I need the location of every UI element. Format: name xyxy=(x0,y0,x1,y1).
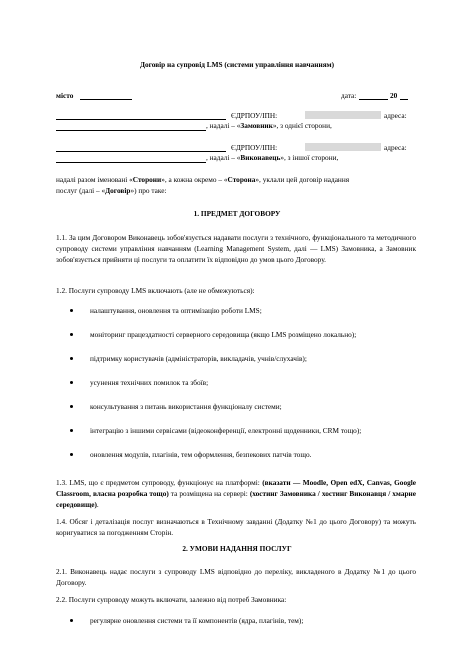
bullet xyxy=(70,333,73,336)
customer-address-label: адреса: xyxy=(384,111,407,120)
bullet xyxy=(70,619,73,622)
customer-edrpou-label: ЄДРПОУ/ІПН: xyxy=(231,111,278,120)
customer-suffix-post: », з однієї сторони, xyxy=(272,121,332,130)
intro-parties: Сторони xyxy=(132,175,162,184)
contractor-edrpou-field[interactable] xyxy=(305,143,381,151)
platform-placeholder: (вказати — Moodle, Open edX, Canvas, Google Classroom, власна розробка тощо) xyxy=(56,478,417,498)
intro-contract: Договір xyxy=(105,186,131,195)
clause-2-2: 2.2. Послуги супроводу можуть включати, залежно від потреб Замовника: xyxy=(56,595,287,604)
clause-1-4: 1.4. Обсяг і деталізація послуг визначаються в Технічному завданні (Додатку №1 до цього Договору) та можуть коригуватися за погодженням Сторін. xyxy=(56,517,416,537)
document-title: Договір на супровід LMS (системи управління навчанням) xyxy=(139,60,335,69)
contractor-suffix-pre: , надалі – « xyxy=(206,153,241,162)
year-blank[interactable] xyxy=(400,92,408,100)
customer-role: Замовник xyxy=(240,121,273,130)
list1-item: інтеграцію з іншими сервісами (відеоконференції, електронні щоденники, CRM тощо); xyxy=(90,426,362,435)
bullet xyxy=(70,429,73,432)
bullet xyxy=(70,309,73,312)
contractor-role: Виконавець xyxy=(240,153,281,162)
intro-party: Сторона xyxy=(227,175,256,184)
contractor-address-label: адреса: xyxy=(384,143,407,152)
intro-line-2 xyxy=(56,185,167,196)
section-1-heading: 1. ПРЕДМЕТ ДОГОВОРУ xyxy=(193,209,281,218)
intro-text: послуг (далі – « xyxy=(56,186,106,195)
city-label: місто xyxy=(56,91,74,100)
customer-address-blank[interactable] xyxy=(56,123,206,131)
bullet xyxy=(70,381,73,384)
intro-text: надалі разом іменовані « xyxy=(56,175,133,184)
list1-item: налаштування, оновлення та оптимізацію роботи LMS; xyxy=(90,306,262,315)
clause-1-1: 1.1. За цим Договором Виконавець зобов'язується надавати послуги з технічного, функціонального та методичного супроводу системи управління навчанням (Learning Management System, далі — LMS) Замовника, а Замовник зобов'язується прийняти ці послуги та оплатити їх відповідно до умов цього Договору. xyxy=(56,233,416,264)
clause-text: . xyxy=(96,500,99,509)
intro-text: », уклали цей договір надання xyxy=(255,175,350,184)
list1-item: консультування з питань використання функціоналу системи; xyxy=(90,402,282,411)
clause-text: та розміщена на сервері: xyxy=(168,489,250,498)
bullet xyxy=(70,453,73,456)
contractor-address-blank[interactable] xyxy=(56,155,206,163)
bullet xyxy=(70,405,73,408)
customer-role-line xyxy=(206,120,332,131)
contractor-edrpou-label: ЄДРПОУ/ІПН: xyxy=(231,143,278,152)
list1-item: усунення технічних помилок та збоїв; xyxy=(90,378,209,387)
hosting-placeholder: (хостинг Замовника / хостинг Виконавця / хмарне середовище) xyxy=(56,489,416,509)
contractor-suffix-post: », з іншої сторони, xyxy=(280,153,339,162)
customer-edrpou-field[interactable] xyxy=(305,111,381,119)
section-2-heading: 2. УМОВИ НАДАННЯ ПОСЛУГ xyxy=(182,544,292,553)
customer-suffix-pre: , надалі – « xyxy=(206,121,241,130)
list1-item: моніторинг працездатності серверного середовища (якщо LMS розміщено локально); xyxy=(90,330,357,339)
list1-item: оновлення модулів, плагінів, тем оформлення, безпекових патчів тощо. xyxy=(90,450,312,459)
intro-text: », а кожна окремо – « xyxy=(161,175,228,184)
clause-1-2: 1.2. Послуги супроводу LMS включають (але не обмежуються): xyxy=(56,286,255,295)
clause-text: 1.3. LMS, що є предметом супроводу, функціонує на платформі: xyxy=(56,478,263,487)
date-blank[interactable] xyxy=(359,92,388,100)
intro-text: ») про таке: xyxy=(130,186,167,195)
contractor-name-blank[interactable] xyxy=(56,144,226,152)
intro-line-1 xyxy=(56,174,349,185)
bullet xyxy=(70,357,73,360)
year-prefix: 20 xyxy=(390,91,398,100)
date-label: дата: xyxy=(341,91,357,100)
clause-2-1: 2.1. Виконавець надає послуги з супроводу LMS відповідно до переліку, викладеного в Додатку №1 до цього Договору. xyxy=(56,567,416,587)
clause-1-3 xyxy=(56,477,416,510)
list2-item: регулярне оновлення системи та її компонентів (ядра, плагінів, тем); xyxy=(90,616,304,625)
contractor-role-line xyxy=(206,152,338,163)
city-blank[interactable] xyxy=(80,92,132,100)
customer-name-blank[interactable] xyxy=(56,112,226,120)
list1-item: підтримку користувачів (адміністраторів, викладачів, учнів/слухачів); xyxy=(90,354,307,363)
